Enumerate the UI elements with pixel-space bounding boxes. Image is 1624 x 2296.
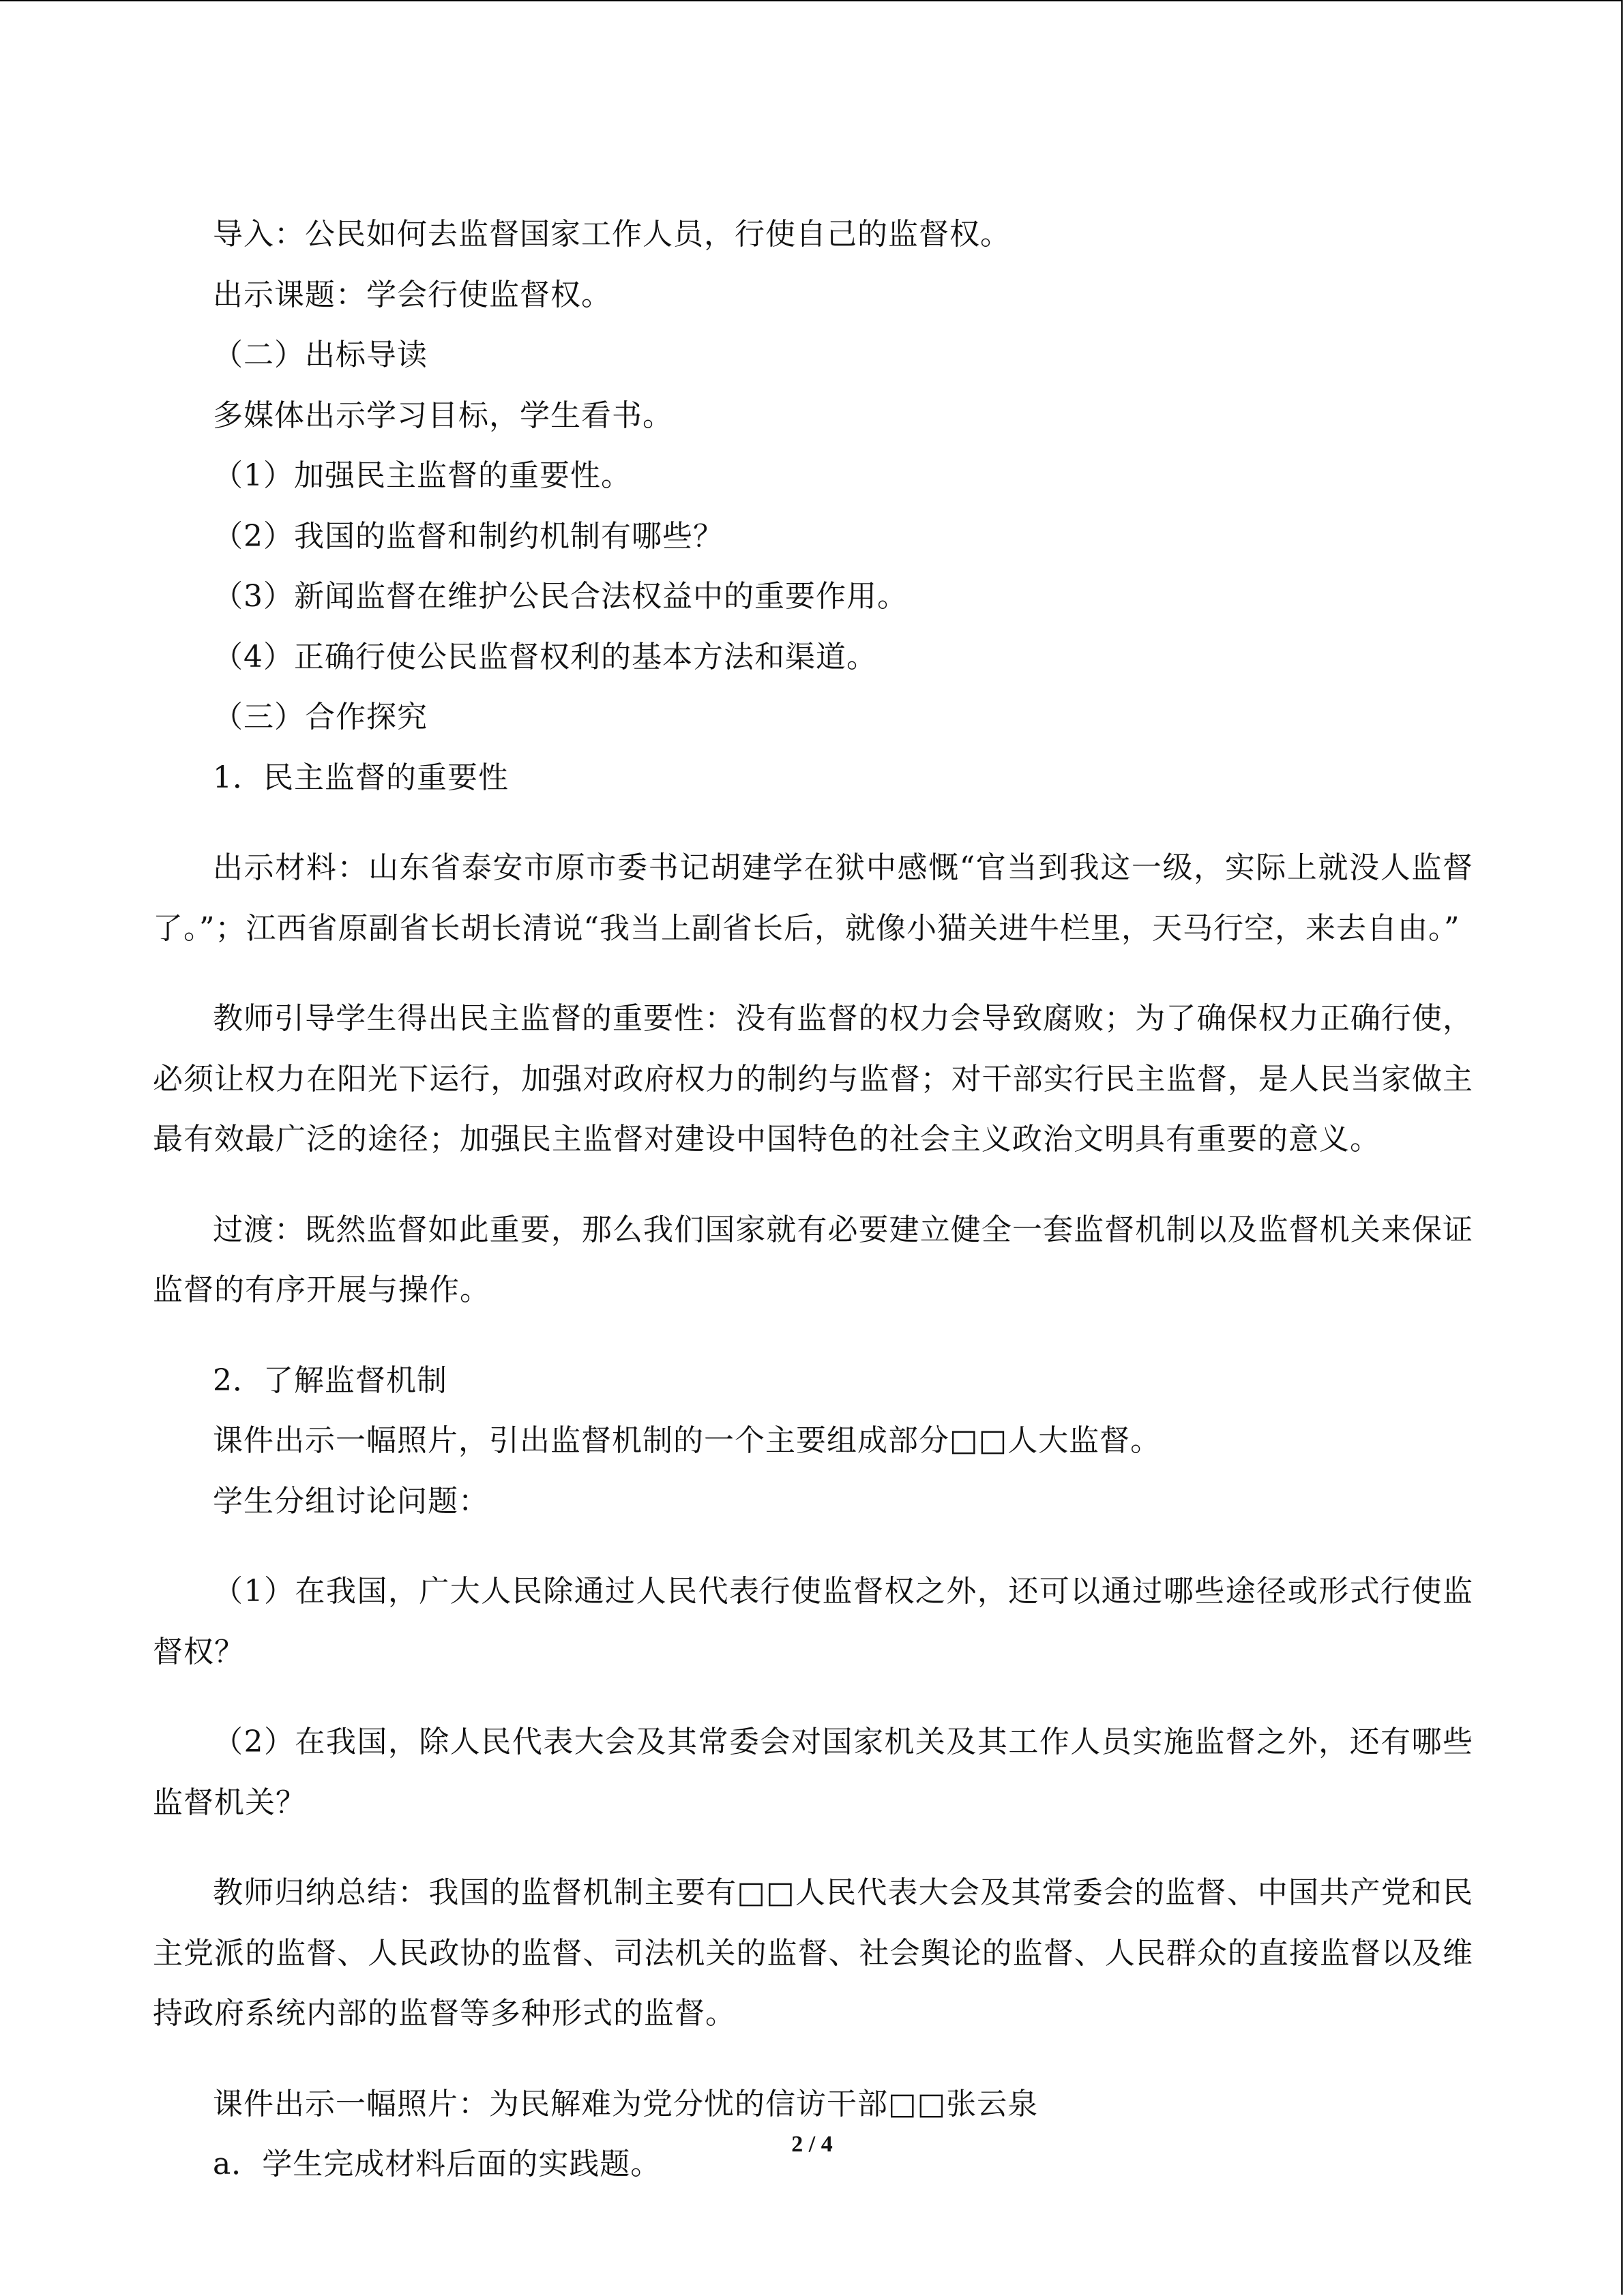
section-heading-2: （二）出标导读	[213, 338, 428, 372]
paragraph-topic: 出示课题：学会行使监督权。	[213, 277, 612, 312]
paragraph-intro: 导入：公民如何去监督国家工作人员，行使自己的监督权。	[213, 217, 1011, 252]
discussion-question-2: （2）在我国，除人民代表大会及其常委会对国家机关及其工作人员实施监督之外，还有哪些监督机关？	[153, 1725, 1473, 1820]
paragraph-material: 出示材料：山东省泰安市原市委书记胡建学在狱中感慨“官当到我这一级，实际上就没人监督了。”；江西省原副省长胡长清说“我当上副省长后，就像小猫关进牛栏里，天马行空，来去自由。”	[153, 850, 1473, 946]
section-heading-3: （三）合作探究	[213, 700, 428, 734]
paragraph-group-discussion: 学生分组讨论问题：	[213, 1483, 489, 1519]
paragraph-teacher-guidance: 教师引导学生得出民主监督的重要性：没有监督的权力会导致腐败；为了确保权力正确行使，必须让权力在阳光下运行，加强对政府权力的制约与监督；对干部实行民主监督，是人民当家做主最有效最广泛的途径；加强民主监督对建设中国特色的社会主义政治文明具有重要的意义。	[153, 1001, 1473, 1157]
objective-1: （1）加强民主监督的重要性。	[213, 458, 632, 493]
paragraph-courseware-2: 课件出示一幅照片：为民解难为党分忧的信访干部□□张云泉	[213, 2086, 1039, 2121]
paragraph-transition: 过渡：既然监督如此重要，那么我们国家就有必要建立健全一套监督机制以及监督机关来保证监督的有序开展与操作。	[153, 1212, 1473, 1307]
objective-4: （4）正确行使公民监督权利的基本方法和渠道。	[213, 639, 877, 674]
subheading-1: 1．民主监督的重要性	[213, 760, 509, 795]
document-body	[153, 205, 1473, 2195]
objective-3: （3）新闻监督在维护公民合法权益中的重要作用。	[213, 579, 908, 614]
paragraph-summary: 教师归纳总结：我国的监督机制主要有□□人民代表大会及其常委会的监督、中国共产党和民主党派的监督、人民政协的监督、司法机关的监督、社会舆论的监督、人民群众的直接监督以及维持政府系统内部的监督等多种形式的监督。	[153, 1875, 1473, 2031]
page-number: 2 / 4	[791, 2132, 833, 2157]
paragraph-objectives: 多媒体出示学习目标，学生看书。	[213, 398, 673, 433]
paragraph-practice: a．学生完成材料后面的实践题。	[213, 2147, 662, 2181]
discussion-question-1: （1）在我国，广大人民除通过人民代表行使监督权之外，还可以通过哪些途径或形式行使监督权？	[153, 1574, 1473, 1669]
subheading-2: 2．了解监督机制	[213, 1362, 447, 1398]
objective-2: （2）我国的监督和制约机制有哪些？	[213, 518, 724, 554]
paragraph-courseware-1: 课件出示一幅照片，引出监督机制的一个主要组成部分□□人大监督。	[213, 1423, 1162, 1458]
